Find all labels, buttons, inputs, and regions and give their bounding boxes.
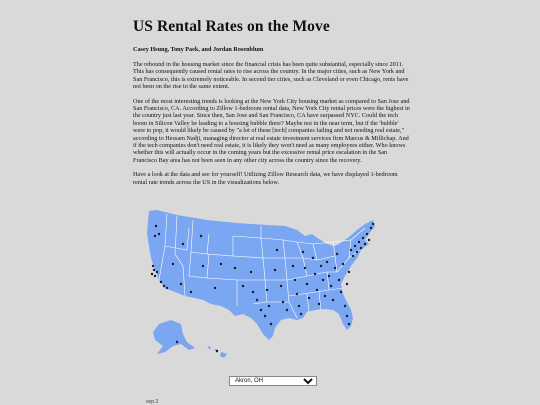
city-dot[interactable] (358, 241, 360, 243)
city-dot[interactable] (276, 249, 278, 251)
city-dot[interactable] (152, 265, 154, 267)
city-dot[interactable] (158, 233, 160, 235)
city-dot[interactable] (350, 249, 352, 251)
city-dot[interactable] (256, 299, 258, 301)
city-dot[interactable] (346, 283, 348, 285)
city-dot[interactable] (302, 251, 304, 253)
city-dot[interactable] (160, 281, 162, 283)
city-dot[interactable] (332, 299, 334, 301)
city-dot[interactable] (216, 350, 218, 352)
alaska-shape[interactable] (153, 320, 195, 354)
city-dot[interactable] (156, 271, 158, 273)
city-dot[interactable] (298, 305, 300, 307)
city-dot[interactable] (348, 323, 350, 325)
city-dot[interactable] (338, 279, 340, 281)
us-map-svg[interactable] (137, 206, 377, 366)
city-dot[interactable] (172, 263, 174, 265)
city-dot[interactable] (320, 265, 322, 267)
city-dot[interactable] (270, 323, 272, 325)
intro-paragraph: The rebound in the housing market since the financial crisis has been quite substantial, especially since 2011. This has consequently caused rental rates to rise across the country. In the major cities, such as New York and San Francisco, this is extremely noticeable. In second tier cities, such as Cleveland or even Chicago, rents have not been on the rise to the same extent. (133, 61, 409, 91)
city-dot[interactable] (318, 303, 320, 305)
city-dot[interactable] (234, 267, 236, 269)
city-dot[interactable] (354, 245, 356, 247)
city-dot[interactable] (202, 265, 204, 267)
analysis-paragraph: One of the most interesting trends is looking at the New York City housing market as compared to San Jose and San Francisco, CA. According to Zillow 1-bedroom rental data, New York City rental prices were the highest in the country just last year. Since then, San Jose and San Francisco, CA have surpassed NYC. Could the tech boom in Silicon Valley be leading to a housing bubble there? Maybe not in the near term, but if the 'bubble' were to pop, it would likely be caused by "a lot of these [tech] companies failing and not needing real estate," according to Hessam Nadji, managing director at real estate investment services firm Marcus & Millichap. And if the tech companies don't need real estate, it is likely they won't need as many employees either. Who knows whether this will actually occur in the coming years but the excessive rental price escalation in the San Francisco Bay area has not been seen in any other city across the country since the recovery. (133, 97, 410, 164)
city-dot[interactable] (155, 225, 157, 227)
city-dot[interactable] (282, 301, 284, 303)
city-dot[interactable] (296, 293, 298, 295)
city-dot[interactable] (342, 263, 344, 265)
city-dot[interactable] (334, 267, 336, 269)
city-dot[interactable] (324, 295, 326, 297)
city-dot[interactable] (268, 305, 270, 307)
call-to-action-paragraph: Have a look at the data and see for yourself! Utilizing Zillow Research data, we have displayed 1-bedroom rental rate trends across the US in the visualizations below. (133, 171, 398, 186)
article (133, 18, 411, 193)
city-dot[interactable] (252, 291, 254, 293)
city-dot[interactable] (294, 279, 296, 281)
city-dot[interactable] (264, 315, 266, 317)
page-title: US Rental Rates on the Move (133, 18, 330, 35)
city-dot[interactable] (344, 305, 346, 307)
city-dot[interactable] (370, 227, 372, 229)
city-dot[interactable] (280, 285, 282, 287)
city-dot[interactable] (362, 237, 364, 239)
city-dot[interactable] (330, 285, 332, 287)
city-dot[interactable] (214, 287, 216, 289)
city-dot[interactable] (364, 243, 366, 245)
city-dot[interactable] (286, 309, 288, 311)
city-dot[interactable] (266, 289, 268, 291)
city-dot[interactable] (200, 235, 202, 237)
city-dot[interactable] (274, 269, 276, 271)
city-dot[interactable] (182, 243, 184, 245)
city-dot[interactable] (163, 285, 165, 287)
city-dot[interactable] (348, 271, 350, 273)
city-dot[interactable] (352, 255, 354, 257)
city-dot[interactable] (372, 223, 374, 225)
city-dot[interactable] (368, 239, 370, 241)
city-dot[interactable] (154, 235, 156, 237)
city-dot[interactable] (151, 273, 153, 275)
city-dot[interactable] (326, 261, 328, 263)
city-dot[interactable] (340, 291, 342, 293)
us-map[interactable] (137, 206, 377, 366)
city-dot[interactable] (316, 289, 318, 291)
city-dot[interactable] (154, 275, 156, 277)
city-dot[interactable] (250, 271, 252, 273)
city-dot[interactable] (153, 269, 155, 271)
city-dot[interactable] (260, 309, 262, 311)
city-dot[interactable] (300, 313, 302, 315)
city-dot[interactable] (346, 315, 348, 317)
city-dot[interactable] (314, 273, 316, 275)
city-dot[interactable] (180, 283, 182, 285)
city-dot[interactable] (360, 247, 362, 249)
city-dot[interactable] (304, 267, 306, 269)
city-select[interactable] (229, 376, 317, 386)
authors-line: Casey Hsung, Tony Paek, and Jordan Rosenblum (133, 46, 264, 53)
chart-axis-fragment: sep.3 (146, 399, 159, 405)
city-dot[interactable] (166, 287, 168, 289)
city-dot[interactable] (356, 251, 358, 253)
city-dot[interactable] (366, 233, 368, 235)
city-dot[interactable] (322, 279, 324, 281)
city-dot[interactable] (328, 275, 330, 277)
city-dot[interactable] (306, 283, 308, 285)
city-select-wrap (229, 369, 317, 387)
city-dot[interactable] (220, 263, 222, 265)
city-dot[interactable] (242, 285, 244, 287)
city-dot[interactable] (176, 341, 178, 343)
city-dot[interactable] (308, 297, 310, 299)
city-dot[interactable] (190, 291, 192, 293)
city-dot[interactable] (336, 253, 338, 255)
city-dot[interactable] (312, 257, 314, 259)
city-dot[interactable] (292, 265, 294, 267)
